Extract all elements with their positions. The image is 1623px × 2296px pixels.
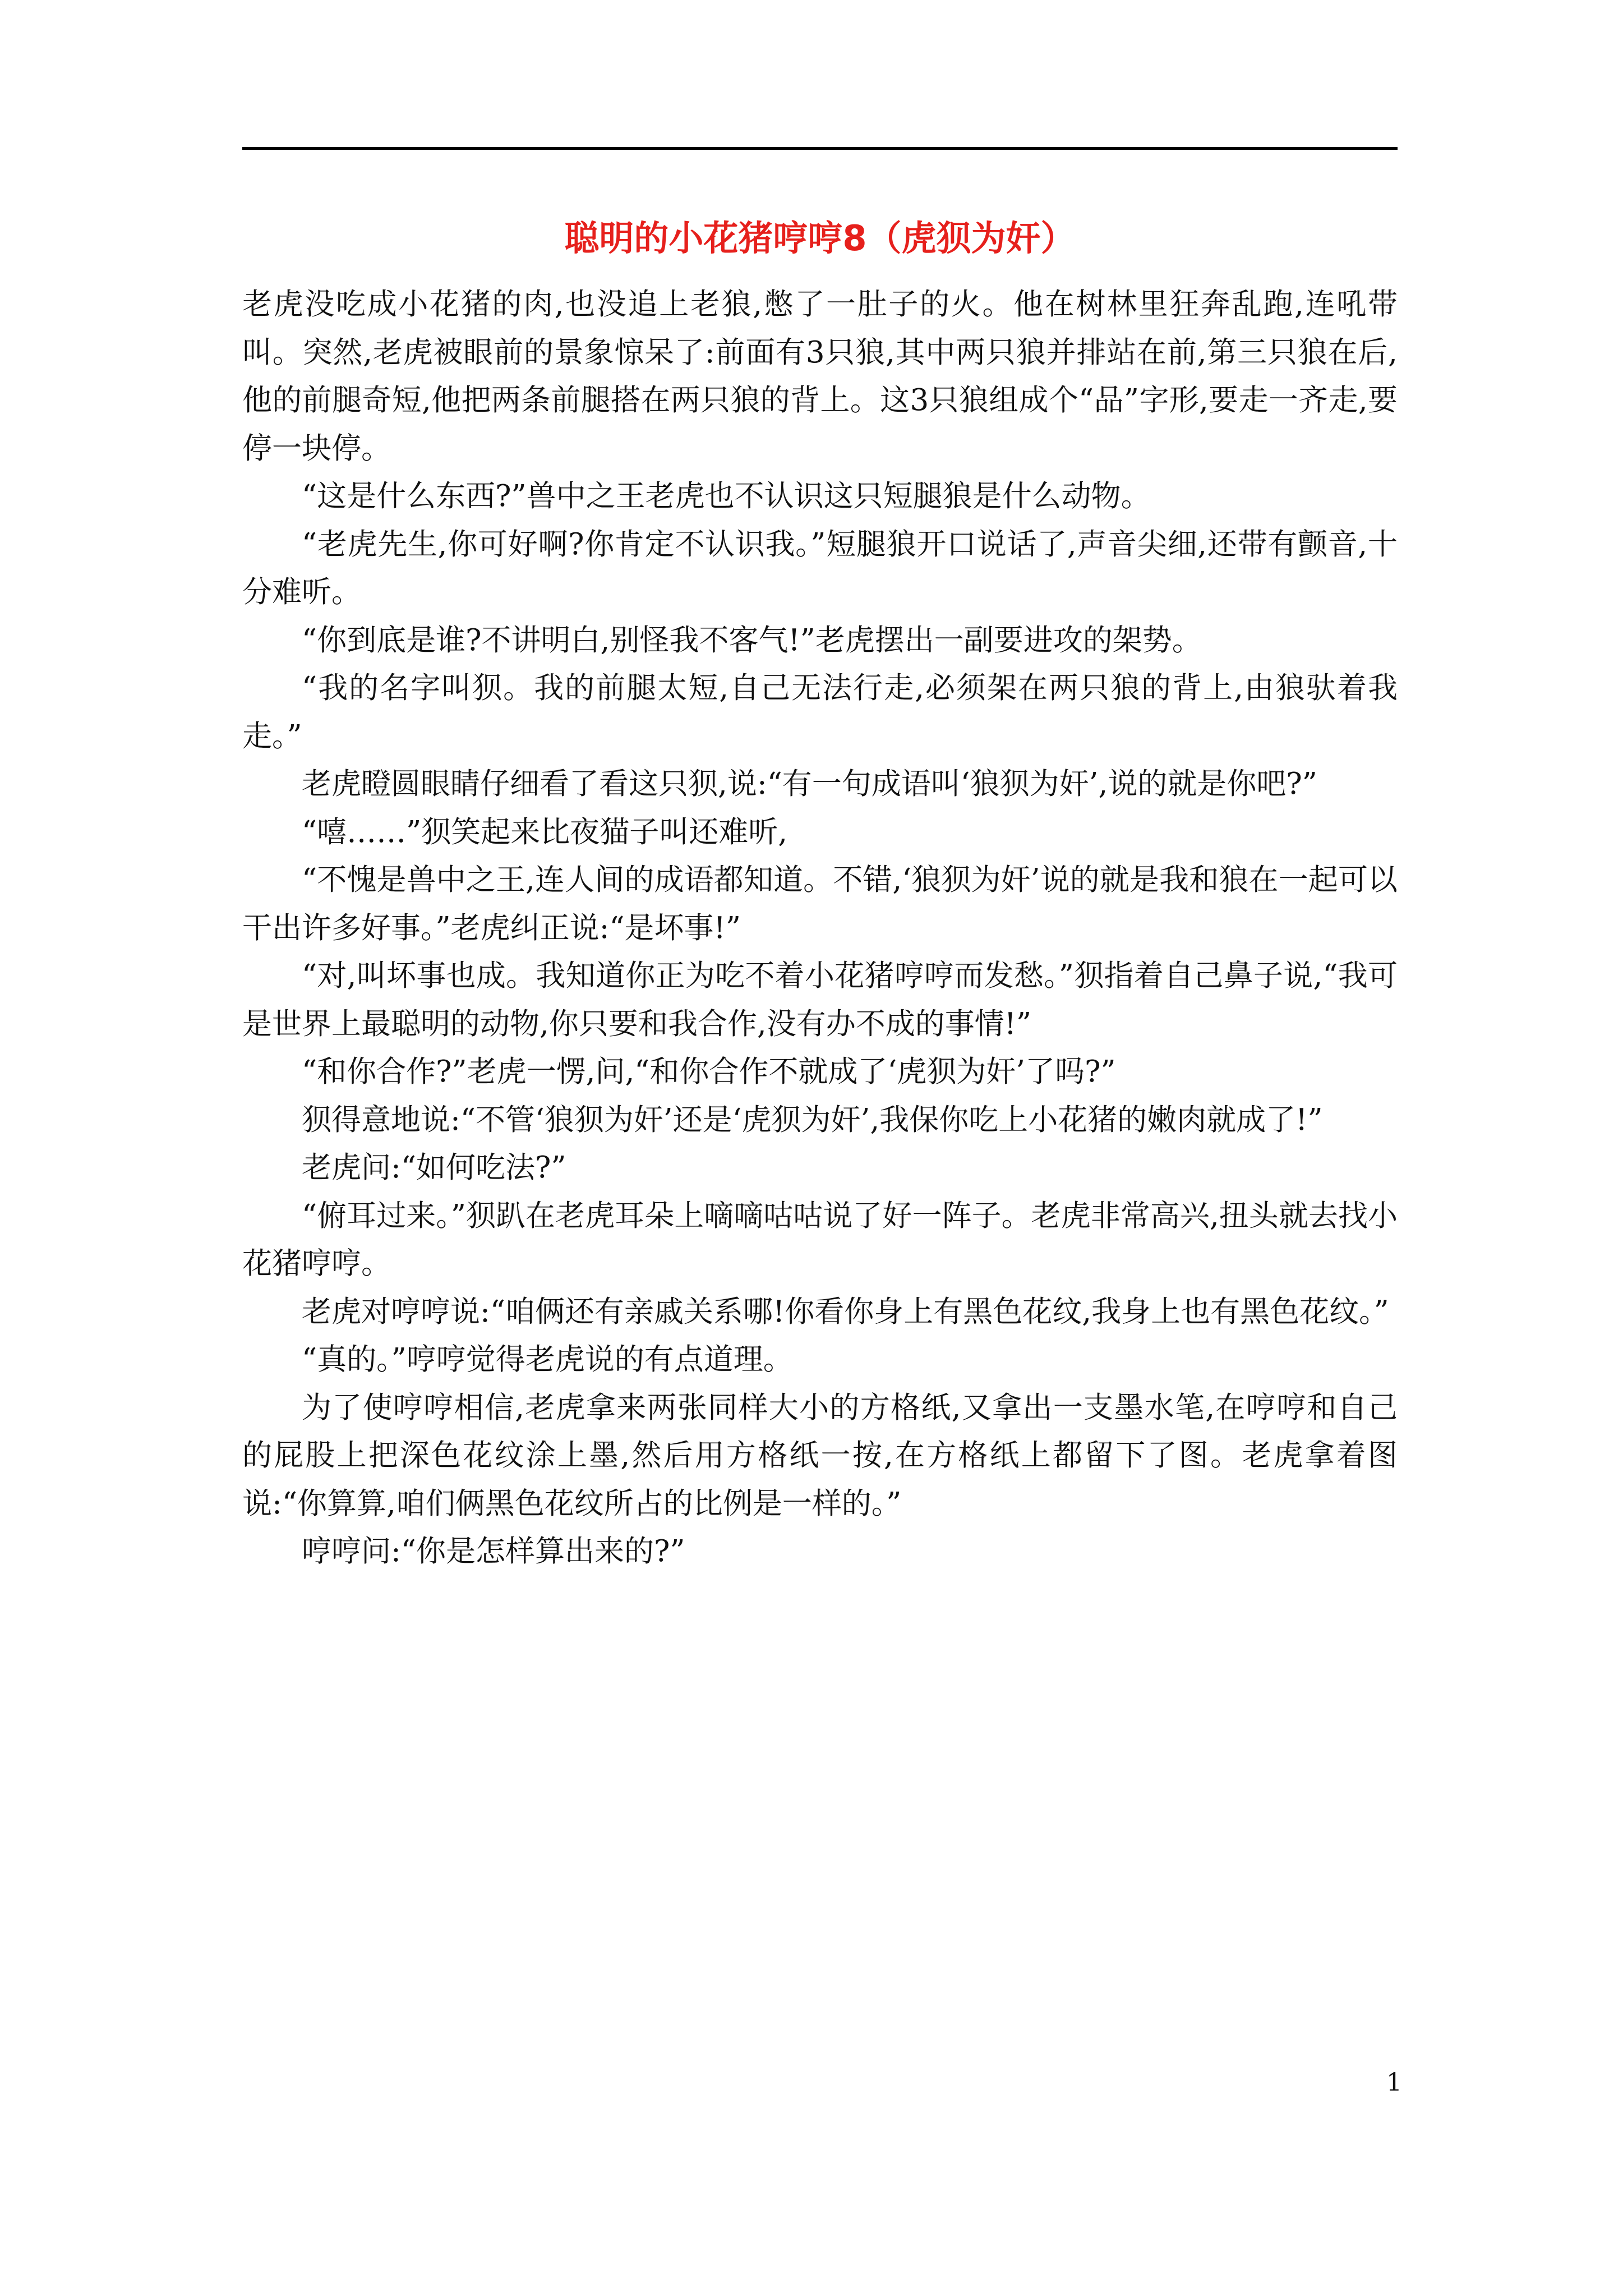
paragraph: 老虎对哼哼说:“咱俩还有亲戚关系哪!你看你身上有黑色花纹,我身上也有黑色花纹。”: [302, 1294, 1389, 1329]
paragraph: “嘻……”狈笑起来比夜猫子叫还难听,: [302, 815, 788, 849]
document-title: 聪明的小花猪哼哼8（虎狈为奸）: [564, 218, 1076, 259]
paragraph: “我的名字叫狈。我的前腿太短,自己无法行走,必须架在两只狼的背上,由狼驮着我走。”: [242, 671, 1398, 753]
paragraph: 狈得意地说:“不管‘狼狈为奸’还是‘虎狈为奸’,我保你吃上小花猪的嫩肉就成了!”: [302, 1102, 1323, 1137]
paragraph: “和你合作?”老虎一愣,问,“和你合作不就成了‘虎狈为奸’了吗?”: [302, 1055, 1116, 1089]
paragraph: “俯耳过来。”狈趴在老虎耳朵上嘀嘀咕咕说了好一阵子。老虎非常高兴,扭头就去找小花猪哼哼。: [242, 1198, 1398, 1281]
paragraph: “不愧是兽中之王,连人间的成语都知道。不错,‘狼狈为奸’说的就是我和狼在一起可以干出许多好事。”老虎纠正说:“是坏事!”: [242, 863, 1398, 945]
paragraph: 哼哼问:“你是怎样算出来的?”: [302, 1534, 685, 1568]
paragraph: “老虎先生,你可好啊?你肯定不认识我。”短腿狼开口说话了,声音尖细,还带有颤音,十分难听。: [242, 527, 1398, 609]
page-number: 1: [1386, 2068, 1402, 2097]
paragraph: 老虎问:“如何吃法?”: [302, 1151, 566, 1185]
paragraph: 老虎瞪圆眼睛仔细看了看这只狈,说:“有一句成语叫‘狼狈为奸’,说的就是你吧?”: [302, 767, 1317, 801]
paragraph: “对,叫坏事也成。我知道你正为吃不着小花猪哼哼而发愁。”狈指着自己鼻子说,“我可是世界上最聪明的动物,你只要和我合作,没有办不成的事情!”: [242, 959, 1398, 1041]
paragraph: 老虎没吃成小花猪的肉,也没追上老狼,憋了一肚子的火。他在树林里狂奔乱跑,连吼带叫。突然,老虎被眼前的景象惊呆了:前面有3只狼,其中两只狼并排站在前,第三只狼在后,他的前腿奇短,他把两条前腿搭在两只狼的背上。这3只狼组成个“品”字形,要走一齐走,要停一块停。: [242, 287, 1398, 466]
story-body: [242, 280, 1398, 1576]
paragraph: “这是什么东西?”兽中之王老虎也不认识这只短腿狼是什么动物。: [302, 479, 1151, 513]
header-rule: [242, 147, 1398, 150]
paragraph: “你到底是谁?不讲明白,别怪我不客气!”老虎摆出一副要进攻的架势。: [302, 623, 1202, 657]
paragraph: “真的。”哼哼觉得老虎说的有点道理。: [302, 1342, 793, 1377]
paragraph: 为了使哼哼相信,老虎拿来两张同样大小的方格纸,又拿出一支墨水笔,在哼哼和自己的屁股上把深色花纹涂上墨,然后用方格纸一按,在方格纸上都留下了图。老虎拿着图说:“你算算,咱们俩黑色花纹所占的比例是一样的。”: [242, 1390, 1398, 1521]
